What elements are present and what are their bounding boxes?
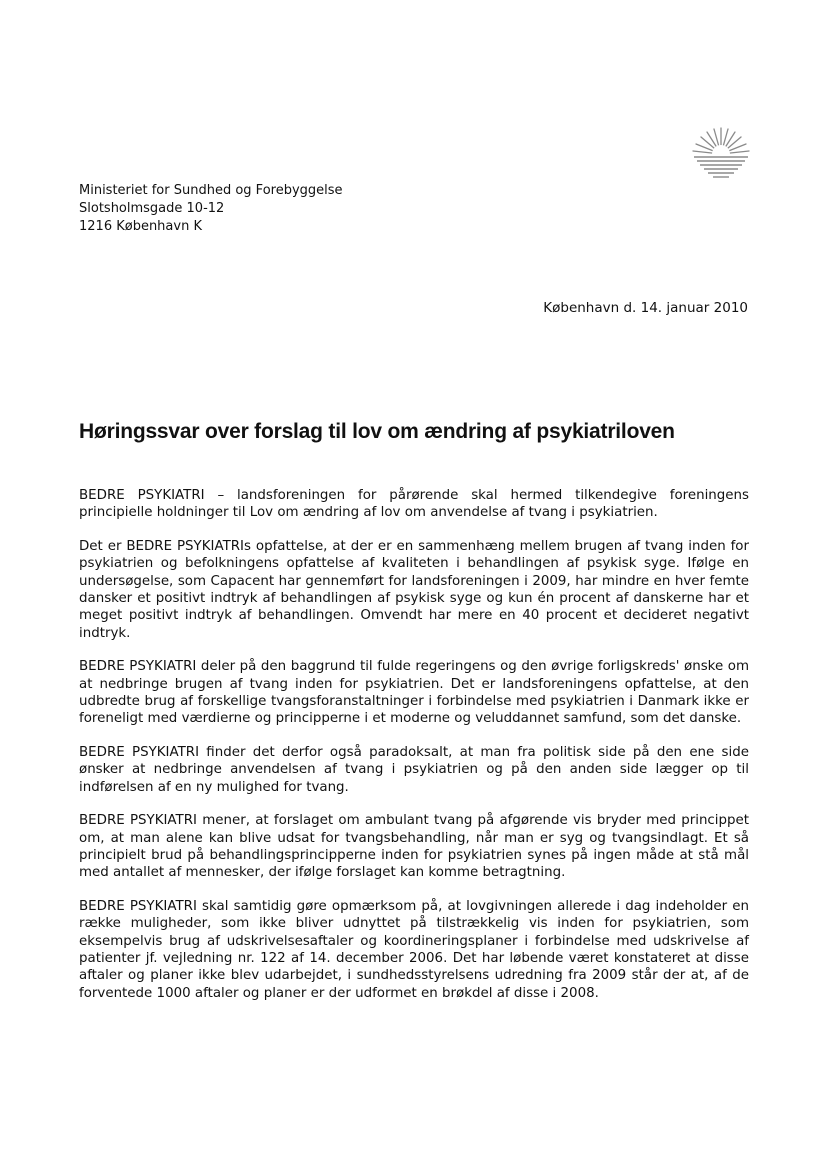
paragraph: BEDRE PSYKIATRI finder det derfor også paradoksalt, at man fra politisk side på den ene side ønsker at nedbringe anvendelsen af tvang i psykiatrien og på den anden side lægger op til indførelsen af en ny mulighed for tvang.	[79, 744, 749, 795]
document-title: Høringssvar over forslag til lov om ændring af psykiatriloven	[79, 420, 675, 443]
dateline: København d. 14. januar 2010	[543, 300, 748, 316]
document-body	[79, 487, 749, 1018]
paragraph: BEDRE PSYKIATRI mener, at forslaget om ambulant tvang på afgørende vis bryder med princippet om, at man alene kan blive udsat for tvangsbehandling, når man er syg og tvangsindlagt. Et så principielt brud på behandlingsprincipperne inden for psykiatrien synes på ingen måde at stå mål med antallet af mennesker, der ifølge forslaget kan komme betragtning.	[79, 813, 749, 881]
paragraph: BEDRE PSYKIATRI deler på den baggrund til fulde regeringens og den øvrige forligskreds' ønske om at nedbringe brugen af tvang inden for psykiatrien. Det er landsforeningens opfattelse, at den udbredte brug af forskellige tvangsforanstaltninger i forbindelse med psykiatrien i Danmark ikke er foreneligt med værdierne og principperne i et moderne og veluddannet samfund, som det danske.	[79, 659, 749, 727]
recipient-city: 1216 København K	[79, 219, 202, 234]
recipient-address	[79, 182, 343, 236]
paragraph: Det er BEDRE PSYKIATRIs opfattelse, at der er en sammenhæng mellem brugen af tvang inden for psykiatrien og befolkningens opfattelse af kvaliteten i behandlingen af psykisk syge. Ifølge en undersøgelse, som Capacent har gennemført for landsforeningen i 2009, har mindre en hver femte dansker et positivt indtryk af behandlingen af psykisk syge og kun én procent af danskerne har et meget positivt indtryk af behandlingen. Omvendt har mere en 40 procent et decideret negativt indtryk.	[79, 538, 749, 641]
recipient-name: Ministeriet for Sundhed og Forebyggelse	[79, 183, 343, 198]
paragraph: BEDRE PSYKIATRI skal samtidig gøre opmærksom på, at lovgivningen allerede i dag indeholder en række muligheder, som ikke bliver udnyttet på tilstrækkelig vis inden for psykiatrien, som eksempelvis brug af udskrivelsesaftaler og koordineringsplaner i forbindelse med udskrivelse af patienter jf. vejledning nr. 122 af 14. december 2006. Det har løbende været konstateret at disse aftaler og planer ikke blev udarbejdet, i sundhedsstyrelsens udredning fra 2009 står der at, af de forventede 1000 aftaler og planer er der udformet en brøkdel af disse i 2008.	[79, 898, 749, 1001]
sun-over-water-icon	[688, 124, 754, 186]
recipient-street: Slotsholmsgade 10-12	[79, 201, 225, 216]
paragraph: BEDRE PSYKIATRI – landsforeningen for pårørende skal hermed tilkendegive foreningens principielle holdninger til Lov om ændring af lov om anvendelse af tvang i psykiatrien.	[79, 488, 749, 521]
